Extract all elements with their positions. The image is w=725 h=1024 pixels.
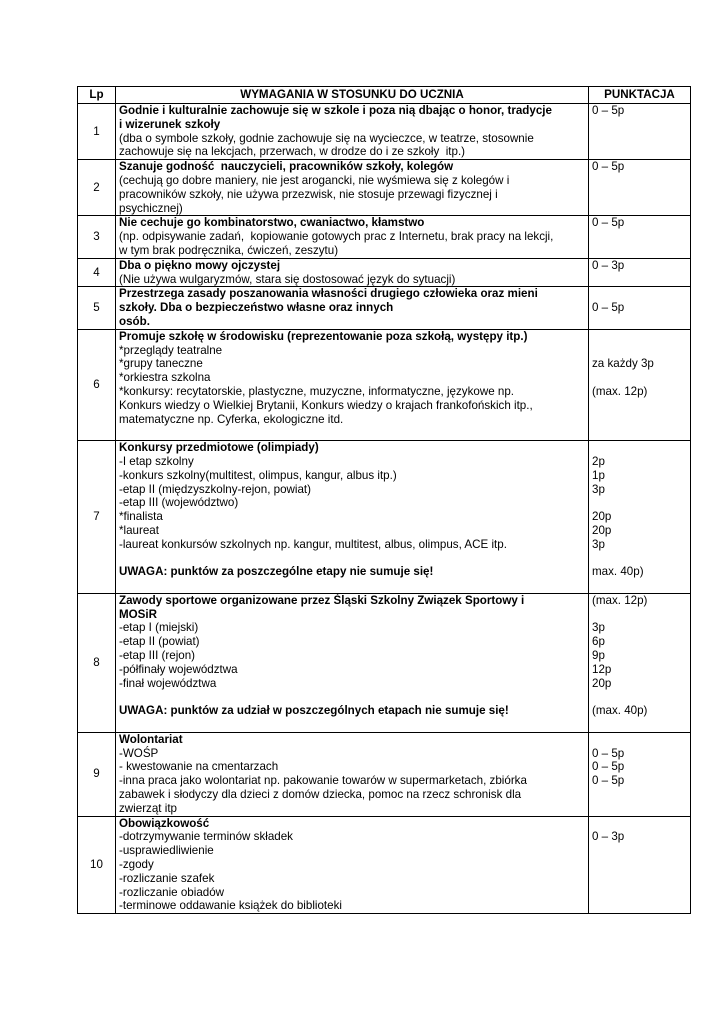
requirement-line: pracowników szkoły, nie używa przezwisk, nie stosuje przewagi fizycznej i (119, 187, 498, 201)
requirement-heading: MOSiR (119, 607, 158, 621)
requirement-line: *finalista (119, 510, 163, 524)
requirement-line: zachowuje się na lekcjach, przerwach, w drodze do i ze szkoły itp.) (119, 145, 466, 159)
points-value: 20p (592, 676, 612, 690)
row-number: 10 (78, 816, 116, 914)
points-value: (max. 40p) (592, 704, 648, 718)
requirement-heading: i wizerunek szkoły (119, 117, 221, 131)
points-cell (589, 287, 691, 329)
requirement-cell (116, 732, 589, 816)
table-row (78, 104, 691, 160)
points-value (592, 496, 687, 510)
points-cell (589, 732, 691, 816)
requirement-heading: Obowiązkowość (119, 816, 210, 830)
row-number: 5 (78, 287, 116, 329)
points-value (592, 287, 687, 301)
points-value: 6p (592, 635, 605, 649)
points-value: 0 – 5p (592, 160, 625, 174)
requirement-line: -etap III (rejon) (119, 649, 196, 663)
points-cell (589, 441, 691, 594)
requirement-cell (116, 287, 589, 329)
table-row (78, 816, 691, 914)
requirement-heading: szkoły. Dba o bezpieczeństwo własne oraz innych (119, 301, 394, 315)
requirement-line: -laureat konkursów szkolnych np. kangur, multitest, albus, olimpus, ACE itp. (119, 537, 507, 551)
requirement-line: *konkursy: recytatorskie, plastyczne, muzyczne, informatyczne, językowe np. (119, 384, 514, 398)
points-value: 3p (592, 621, 605, 635)
points-value: 0 – 5p (592, 216, 625, 230)
requirement-line: -etap I (miejski) (119, 621, 199, 635)
requirement-line (119, 426, 585, 440)
requirement-line: (Nie używa wulgaryzmów, stara się dostosować język do sytuacji) (119, 272, 456, 286)
points-value (592, 608, 687, 622)
row-number: 8 (78, 593, 116, 732)
requirement-heading: Zawody sportowe organizowane przez Śląski Szkolny Związek Sportowy i (119, 593, 525, 607)
requirement-line: matematyczne np. Cyferka, ekologiczne itd. (119, 412, 344, 426)
requirement-line: *laureat (119, 523, 159, 537)
requirement-line (119, 552, 585, 566)
table-body (78, 104, 691, 914)
row-number: 4 (78, 258, 116, 287)
points-value: 20p (592, 510, 612, 524)
points-value (592, 441, 687, 455)
requirement-line: -usprawiedliwienie (119, 844, 214, 858)
requirement-heading: Przestrzega zasady poszanowania własności drugiego człowieka oraz mieni (119, 287, 538, 301)
requirement-line: -rozliczanie obiadów (119, 885, 225, 899)
table-row (78, 160, 691, 216)
points-cell (589, 160, 691, 216)
requirement-heading: Godnie i kulturalnie zachowuje się w szkole i poza nią dbając o honor, tradycje (119, 104, 552, 117)
table-row (78, 732, 691, 816)
requirement-line (119, 690, 585, 704)
points-value: 0 – 5p (592, 301, 625, 315)
points-cell (589, 216, 691, 258)
requirement-line: zabawek i słodyczy dla dzieci z domów dziecka, pomoc na rzecz schronisk dla (119, 788, 522, 802)
requirement-cell (116, 216, 589, 258)
requirement-line: psychicznej) (119, 201, 183, 215)
requirement-heading: UWAGA: punktów za udział w poszczególnych etapach nie sumuje się! (119, 704, 509, 718)
points-value: max. 40p) (592, 565, 644, 579)
requirement-line: *grupy taneczne (119, 357, 203, 371)
points-value: 1p (592, 468, 605, 482)
points-value: 0 – 3p (592, 258, 625, 272)
points-value: za każdy 3p (592, 357, 654, 371)
requirement-line: -etap III (województwo) (119, 496, 239, 510)
row-number: 7 (78, 441, 116, 594)
requirement-line: Konkurs wiedzy o Wielkiej Brytanii, Konkurs wiedzy o krajach frankofońskich itp., (119, 398, 533, 412)
points-value: 3p (592, 482, 605, 496)
points-value: 3p (592, 537, 605, 551)
requirement-cell (116, 160, 589, 216)
requirement-line: -etap II (powiat) (119, 635, 200, 649)
requirement-heading: Dba o piękno mowy ojczystej (119, 258, 281, 272)
points-value: (max. 12p) (592, 384, 648, 398)
points-value (592, 344, 687, 358)
requirement-line: (dba o symbole szkoły, godnie zachowuje się na wycieczce, w teatrze, stosownie (119, 131, 534, 145)
points-cell (589, 816, 691, 914)
requirements-table (77, 86, 691, 914)
points-value (592, 817, 687, 831)
requirement-line: -inna praca jako wolontariat np. pakowanie towarów w supermarketach, zbiórka (119, 774, 527, 788)
row-number: 9 (78, 732, 116, 816)
points-value: 0 – 5p (592, 746, 625, 760)
requirement-line: - kwestowanie na cmentarzach (119, 760, 279, 774)
points-cell (589, 258, 691, 287)
points-value: 0 – 5p (592, 760, 625, 774)
points-value (592, 330, 687, 344)
points-value (592, 552, 687, 566)
requirement-heading: Nie cechuje go kombinatorstwo, cwaniactwo, kłamstwo (119, 216, 425, 230)
requirement-line: -terminowe oddawanie książek do biblioteki (119, 899, 342, 913)
requirement-heading: Konkursy przedmiotowe (olimpiady) (119, 441, 319, 455)
table-row (78, 287, 691, 329)
requirement-line: -rozliczanie szafek (119, 871, 215, 885)
points-value (592, 371, 687, 385)
requirement-line (119, 718, 585, 732)
requirement-cell (116, 258, 589, 287)
requirement-heading: Wolontariat (119, 732, 183, 746)
header-row (78, 87, 691, 104)
points-value: 20p (592, 523, 612, 537)
table-row (78, 258, 691, 287)
requirement-line: -półfinały województwa (119, 662, 238, 676)
requirement-heading: osób. (119, 314, 150, 328)
requirement-line: -konkurs szkolny(multitest, olimpus, kangur, albus itp.) (119, 468, 397, 482)
row-number: 3 (78, 216, 116, 258)
table-row (78, 441, 691, 594)
requirement-line: (np. odpisywanie zadań, kopiowanie gotowych prac z Internetu, brak pracy na lekcji, (119, 230, 554, 244)
table-row (78, 329, 691, 440)
requirement-line: *przeglądy teatralne (119, 343, 223, 357)
requirement-line: w tym brak podręcznika, ćwiczeń, zeszytu) (119, 243, 339, 257)
requirement-heading: Szanuje godność nauczycieli, pracowników szkoły, kolegów (119, 160, 454, 174)
points-value: (max. 12p) (592, 593, 648, 607)
points-value: 2p (592, 454, 605, 468)
requirement-heading: Promuje szkołę w środowisku (reprezentowanie poza szkołą, występy itp.) (119, 329, 528, 343)
points-value: 9p (592, 649, 605, 663)
points-cell (589, 593, 691, 732)
requirement-cell (116, 441, 589, 594)
row-number: 1 (78, 104, 116, 160)
requirement-line: -WOŚP (119, 746, 159, 760)
table-row (78, 593, 691, 732)
requirement-line: (cechują go dobre maniery, nie jest arogancki, nie wyśmiewa się z kolegów i (119, 173, 510, 187)
requirement-cell (116, 816, 589, 914)
requirement-line: *orkiestra szkolna (119, 371, 211, 385)
requirement-line: zwierząt itp (119, 801, 177, 815)
points-cell (589, 329, 691, 440)
requirement-cell (116, 329, 589, 440)
points-cell (589, 104, 691, 160)
points-value: 12p (592, 662, 612, 676)
requirement-line (119, 579, 585, 593)
row-number: 6 (78, 329, 116, 440)
requirement-line: -I etap szkolny (119, 454, 194, 468)
points-value: 0 – 5p (592, 774, 625, 788)
requirement-cell (116, 593, 589, 732)
header-lp: Lp (78, 87, 116, 104)
requirement-line: -zgody (119, 858, 154, 872)
points-value: 0 – 5p (592, 104, 625, 117)
requirement-cell (116, 104, 589, 160)
points-value: 0 – 3p (592, 830, 625, 844)
requirement-heading: UWAGA: punktów za poszczególne etapy nie sumuje się! (119, 565, 434, 579)
points-value (592, 690, 687, 704)
header-points: PUNKTACJA (589, 87, 691, 104)
points-value (592, 733, 687, 747)
row-number: 2 (78, 160, 116, 216)
header-requirements: WYMAGANIA W STOSUNKU DO UCZNIA (116, 87, 589, 104)
requirement-line: -finał województwa (119, 676, 217, 690)
requirement-line: -dotrzymywanie terminów składek (119, 830, 293, 844)
table-row (78, 216, 691, 258)
requirement-line: -etap II (międzyszkolny-rejon, powiat) (119, 482, 312, 496)
